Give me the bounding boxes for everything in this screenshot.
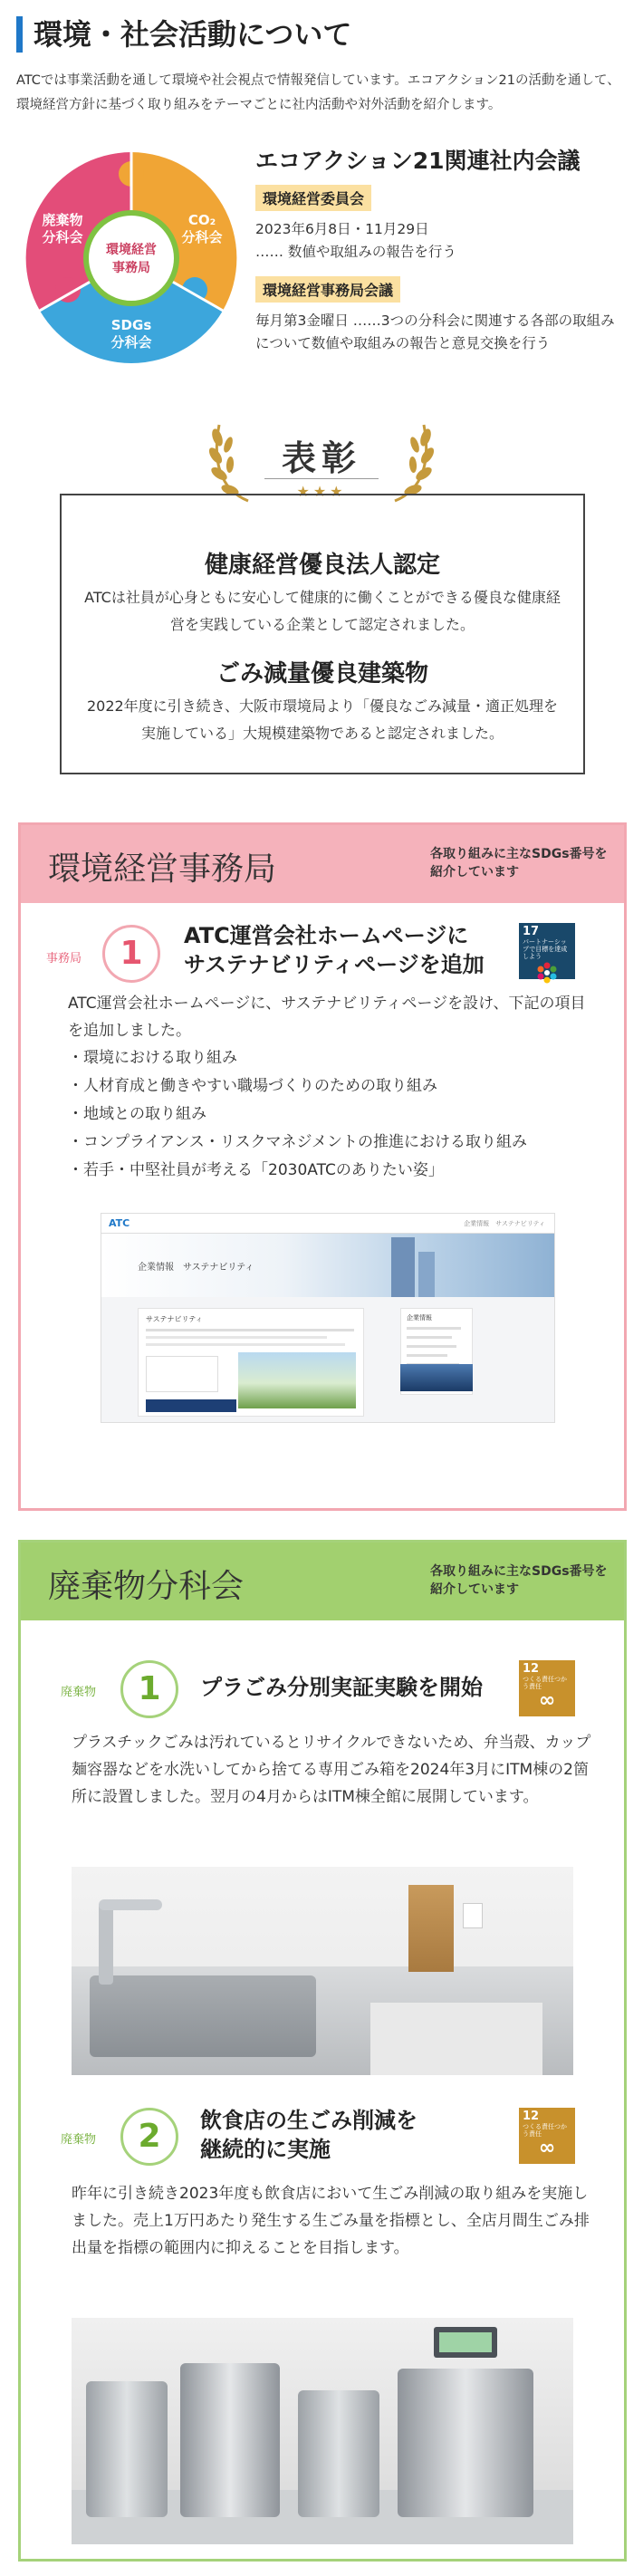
waste-item2-side-label: 廃棄物 bbox=[61, 2133, 97, 2147]
waste-item2-body: 昨年に引き続き2023年度も飲食店において生ごみ削減の取り組みを実施しました。売上1万円あたり発生する生ごみ量を指標とし、全店月間生ごみ排出量を指標の範囲内に抑えることを目指します。 bbox=[72, 2185, 590, 2257]
infinity-icon: ∞ bbox=[538, 2137, 556, 2159]
office-section-header bbox=[21, 825, 624, 903]
notice-sheet bbox=[463, 1903, 483, 1928]
bullet-item: ・人材育成と働きやすい職場づくりのための取り組み bbox=[68, 1077, 437, 1095]
committee-text: 2023年6月8日・11月29日 …… 数値や取組みの報告を行う bbox=[255, 221, 456, 260]
intro-text: ATCでは事業活動を通して環境や社会視点で情報発信しています。エコアクション21の活動を通して、環境経営方針に基づく取り組みをテーマごとに社内活動や対外活動を紹介します。 bbox=[16, 73, 620, 112]
waste-bin bbox=[180, 2363, 280, 2517]
office-sdg-note: 各取り組みに主なSDGs番号を紹介しています bbox=[430, 847, 608, 879]
waste-bins-photo bbox=[72, 2318, 573, 2544]
mock-banner bbox=[146, 1399, 236, 1412]
mock-building bbox=[391, 1237, 415, 1297]
award-box bbox=[60, 494, 585, 774]
sdg17-flower-icon bbox=[536, 962, 558, 984]
sdg12-text: つくる責任つかう責任 bbox=[523, 2123, 567, 2138]
meetings-block bbox=[255, 147, 627, 355]
committee-wheel bbox=[18, 145, 245, 371]
wheel-label-co2: CO₂ 分科会 bbox=[181, 212, 223, 245]
mock-page-heading: 企業情報 サステナビリティ bbox=[138, 1263, 254, 1273]
sdg12-text: つくる責任つかう責任 bbox=[523, 1676, 567, 1690]
waste-item1-number: 1 bbox=[120, 1660, 178, 1718]
office-section bbox=[18, 822, 627, 1511]
waste-section-title: 廃棄物分科会 bbox=[48, 1568, 245, 1605]
bin-box bbox=[408, 1885, 454, 1972]
waste-item2-header bbox=[21, 2099, 624, 2171]
waste-sdg-note: 各取り組みに主なSDGs番号を紹介しています bbox=[430, 1564, 608, 1597]
mock-nav: 企業情報 サステナビリティ bbox=[464, 1220, 545, 1227]
mock-bridge-image bbox=[400, 1364, 473, 1391]
office-meeting-text: 毎月第3金曜日 ……3つの分科会に関連する各部の取組みについて数値や取組みの報告と意見交換を行う bbox=[255, 312, 615, 351]
office-item1-body: ATC運営会社ホームページに、サステナビリティページを設け、下記の項目を追加しました。 bbox=[68, 995, 586, 1040]
award2-title: ごみ減量優良建築物 bbox=[216, 660, 428, 687]
sdg12-number: 12 bbox=[523, 1662, 540, 1676]
sdg17-number: 17 bbox=[523, 925, 540, 938]
award2-text: 2022年度に引き続き、大阪市環境局より「優良なごみ減量・適正処理を実施している」大規模建築物であると認定されました。 bbox=[86, 697, 559, 742]
waste-bin bbox=[398, 2369, 533, 2517]
waste-item2-title: 飲食店の生ごみ削減を 継続的に実施 bbox=[200, 2108, 417, 2162]
sdg12-badge bbox=[519, 1660, 575, 1716]
sdg17-badge bbox=[519, 923, 575, 979]
office-item1-number: 1 bbox=[102, 925, 160, 983]
award1-title: 健康経営優良法人認定 bbox=[204, 552, 440, 579]
wheel-label-center: 環境経営 事務局 bbox=[106, 243, 157, 275]
sdg17-text: パートナーシップで目標を達成しよう bbox=[523, 938, 568, 960]
sink-photo bbox=[72, 1867, 573, 2075]
mock-content bbox=[138, 1308, 364, 1417]
mock-sidebar-title: 企業情報 bbox=[407, 1314, 432, 1322]
office-item1-side-label: 事務局 bbox=[46, 952, 82, 966]
committee-tag: 環境経営委員会 bbox=[255, 185, 371, 211]
mock-topbar bbox=[101, 1214, 554, 1234]
bullet-item: ・コンプライアンス・リスクマネジメントの推進における取り組み bbox=[68, 1133, 527, 1151]
mock-sub-heading: サステナビリティ bbox=[146, 1315, 203, 1323]
mock-hero bbox=[101, 1234, 554, 1297]
faucet-spout bbox=[99, 1899, 162, 1910]
mock-logo: ATC bbox=[109, 1217, 130, 1229]
award-divider bbox=[264, 478, 379, 479]
waste-bin bbox=[86, 2381, 168, 2517]
meetings-title: エコアクション21関連社内会議 bbox=[255, 148, 581, 174]
bullet-item: ・若手・中堅社員が考える「2030ATCのありたい姿」 bbox=[68, 1161, 444, 1179]
page-header bbox=[16, 16, 628, 118]
waste-item1-title: プラごみ分別実証実験を開始 bbox=[200, 1675, 483, 1700]
waste-item1-side-label: 廃棄物 bbox=[61, 1686, 97, 1699]
page-title: 環境・社会活動について bbox=[16, 16, 628, 53]
waste-section-header bbox=[21, 1543, 624, 1620]
waste-item2-number: 2 bbox=[120, 2108, 178, 2166]
office-item1-title: ATC運営会社ホームページに サステナビリティページを追加 bbox=[184, 923, 485, 977]
office-section-title: 環境経営事務局 bbox=[48, 851, 277, 888]
mock-green-image bbox=[238, 1352, 356, 1408]
wheel-label-sdgs: SDGs 分科会 bbox=[110, 317, 152, 351]
infinity-icon: ∞ bbox=[538, 1689, 556, 1712]
scale-screen bbox=[439, 2332, 492, 2352]
mock-building bbox=[418, 1252, 435, 1297]
bullet-item: ・地域との取り組み bbox=[68, 1105, 206, 1123]
waste-section bbox=[18, 1540, 627, 2562]
bullet-item: ・環境における取り組み bbox=[68, 1049, 237, 1067]
award1-text: ATCは社員が心身ともに安心して健康的に働くことができる優良な健康経営を実践している企業として認定されました。 bbox=[84, 589, 561, 633]
wall-panel bbox=[370, 2003, 542, 2075]
sdg12-badge bbox=[519, 2108, 575, 2164]
award-stars: ★★★ bbox=[296, 483, 347, 500]
office-item1-header bbox=[21, 918, 624, 990]
office-meeting-tag: 環境経営事務局会議 bbox=[255, 276, 400, 303]
sink-basin bbox=[90, 1975, 316, 2057]
office-item1-bullets bbox=[68, 1044, 593, 1185]
website-screenshot bbox=[101, 1213, 555, 1423]
wheel-label-waste: 廃棄物 分科会 bbox=[42, 212, 83, 245]
faucet bbox=[99, 1903, 113, 1985]
office-item1-content bbox=[21, 990, 624, 1185]
waste-item1-header bbox=[21, 1651, 624, 1724]
award-title: 表彰 bbox=[281, 438, 361, 478]
waste-item1-body: プラスチックごみは汚れているとリサイクルできないため、弁当殻、カップ麺容器などを水洗いしてから捨てる専用ごみ箱を2024年3月にITM棟の2箇所に設置しました。翌月の4月からはITM棟全館に展開しています。 bbox=[72, 1734, 591, 1806]
sdg12-number: 12 bbox=[523, 2110, 540, 2123]
waste-bin bbox=[298, 2390, 379, 2517]
